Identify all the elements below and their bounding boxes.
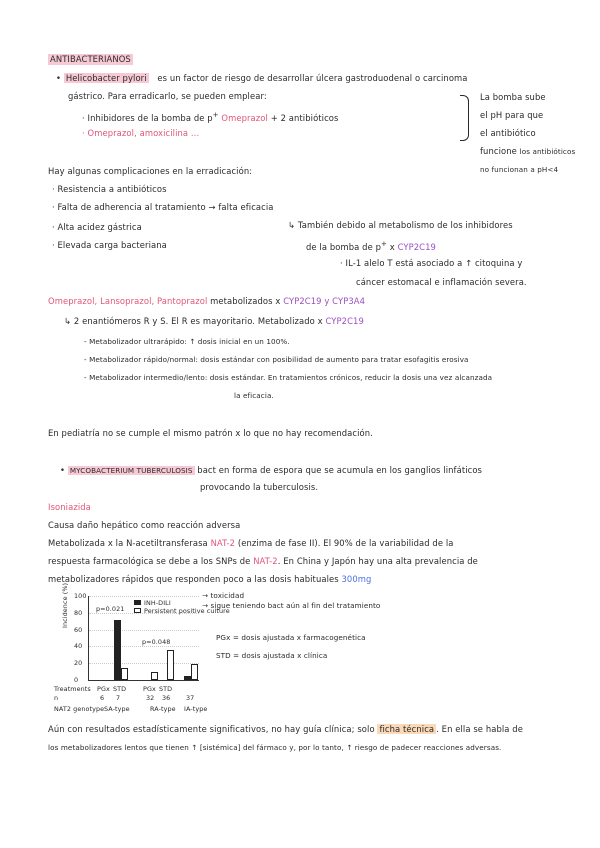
- bar-dili: [184, 676, 191, 680]
- y-tick-label: 0: [74, 676, 79, 684]
- chart-note-toxicity: → toxicidad: [202, 591, 245, 600]
- y-tick-label: 40: [74, 642, 83, 651]
- isoniazida-l2: Metabolizada x la N-acetiltransferasa NAT-2 (enzima de fase II). El 90% de la variabilidad de la: [48, 538, 454, 548]
- h-pylori-item1: · Inhibidores de la bomba de p+ Omeprazol + 2 antibióticos: [82, 111, 339, 123]
- isoniazida-l4: metabolizadores rápidos que responden poco a las dosis habituales 300mg: [48, 574, 372, 584]
- row-label-n: n: [54, 694, 59, 702]
- complication-note-4: cáncer estomacal e inflamación severa.: [356, 277, 527, 287]
- x-genotype-label: IA-type: [184, 705, 208, 713]
- row-label-genotype: NAT2 genotype: [54, 705, 105, 713]
- isoniazida-l1: Causa daño hepático como reacción adversa: [48, 520, 241, 530]
- side-note-5: no funcionan a pH<4: [480, 165, 559, 174]
- chart-ylabel: Incidence (%): [61, 582, 69, 628]
- x-n-label: 32: [146, 694, 155, 702]
- chart-note-std: STD = dosis ajustada x clínica: [216, 651, 328, 660]
- x-treatment-label: PGx: [143, 685, 156, 693]
- footer-line1: Aún con resultados estadísticamente significativos, no hay guía clínica; solo ficha técnica . En ella se habla de: [48, 724, 523, 734]
- ppi-enantiomers: ↳ 2 enantiómeros R y S. El R es mayoritario. Metabolizado x CYP2C19: [64, 316, 364, 326]
- x-treatment-label: STD: [159, 685, 173, 693]
- pvalue-2: p=0.048: [142, 638, 171, 646]
- h-pylori-line1: • Helicobacter pylori es un factor de riesgo de desarrollar úlcera gastroduodenal o carcinoma: [56, 73, 468, 83]
- complication-2: · Falta de adherencia al tratamiento → falta eficacia: [52, 202, 274, 212]
- chart-note-pgx: PGx = dosis ajustada x farmacogenética: [216, 633, 366, 642]
- pvalue-1: p=0.021: [96, 605, 125, 613]
- complication-note-1: ↳ También debido al metabolismo de los inhibidores: [288, 220, 513, 230]
- x-n-label: 6: [100, 694, 105, 702]
- metabolizer-slow: - Metabolizador intermedio/lento: dosis estándar. En tratamientos crónicos, reducir la dosis una vez alcanzada: [84, 373, 493, 382]
- x-n-label: 36: [162, 694, 171, 702]
- bar-culture: [191, 664, 198, 680]
- chart-note-bacteria: → sigue teniendo bact aún al fin del tratamiento: [202, 601, 381, 610]
- complication-4: · Elevada carga bacteriana: [52, 240, 167, 250]
- x-n-label: 37: [186, 694, 195, 702]
- legend-dili: INH-DILI: [134, 598, 171, 609]
- bar-dili: [114, 620, 121, 680]
- side-note-4: funcione los antibióticos: [480, 146, 576, 156]
- h-pylori-line2: gástrico. Para erradicarlo, se pueden emplear:: [68, 91, 267, 101]
- metabolizer-ultra: - Metabolizador ultrarápido: ↑ dosis inicial en un 100%.: [84, 337, 290, 346]
- y-tick-label: 100: [74, 592, 87, 600]
- brace-icon: [460, 95, 469, 141]
- complication-note-2: de la bomba de p+ x CYP2C19: [306, 240, 436, 252]
- bar-culture: [151, 672, 158, 680]
- pediatria-note: En pediatría no se cumple el mismo patrón x lo que no hay recomendación.: [48, 428, 373, 438]
- tb-line2: provocando la tuberculosis.: [200, 482, 319, 492]
- y-tick-label: 80: [74, 608, 83, 617]
- bar-culture: [121, 668, 128, 680]
- h-pylori-item2: · Omeprazol, amoxicilina ...: [82, 128, 200, 138]
- complications-intro: Hay algunas complicaciones en la erradicación:: [48, 166, 253, 176]
- x-genotype-label: RA-type: [150, 705, 176, 713]
- side-note-2: el pH para que: [480, 110, 544, 120]
- side-note-3: el antibiótico: [480, 128, 536, 138]
- y-tick-label: 60: [74, 625, 83, 634]
- complication-note-3: · IL-1 alelo T está asociado a ↑ citoquina y: [340, 258, 523, 268]
- isoniazida-title: Isoniazida: [48, 502, 91, 512]
- bar-culture: [167, 650, 174, 680]
- h-pylori-name: Helicobacter pylori: [65, 73, 147, 83]
- section-heading: ANTIBACTERIANOS: [50, 54, 131, 64]
- tb-name: MYCOBACTERIUM TUBERCULOSIS: [69, 466, 193, 475]
- ppi-line: Omeprazol, Lansoprazol, Pantoprazol metabolizados x CYP2C19 y CYP3A4: [48, 296, 366, 306]
- complication-1: · Resistencia a antibióticos: [52, 184, 167, 194]
- legend-culture: Persistent positive culture: [134, 606, 230, 617]
- x-treatment-label: PGx: [97, 685, 110, 693]
- x-genotype-label: SA-type: [104, 705, 130, 713]
- side-note-1: La bomba sube: [480, 92, 546, 102]
- footer-line2: los metabolizadores lentos que tienen ↑ [sistémica] del fármaco y, por lo tanto, ↑ riesgo de padecer reacciones adversas.: [48, 743, 502, 752]
- y-tick-label: 20: [74, 659, 83, 668]
- metabolizer-normal: - Metabolizador rápido/normal: dosis estándar con posibilidad de aumento para tratar esofagitis erosiva: [84, 355, 469, 364]
- metabolizer-slow-cont: la eficacia.: [234, 391, 274, 400]
- isoniazida-l3: respuesta farmacológica se debe a los SNPs de NAT-2. En China y Japón hay una alta prevalencia de: [48, 556, 478, 566]
- x-n-label: 7: [116, 694, 121, 702]
- row-label-treatments: Treatments: [54, 685, 91, 693]
- tb-line1: • MYCOBACTERIUM TUBERCULOSIS bact en forma de espora que se acumula en los ganglios linfáticos: [60, 465, 483, 475]
- complication-3: · Alta acidez gástrica: [52, 222, 142, 232]
- x-treatment-label: STD: [113, 685, 127, 693]
